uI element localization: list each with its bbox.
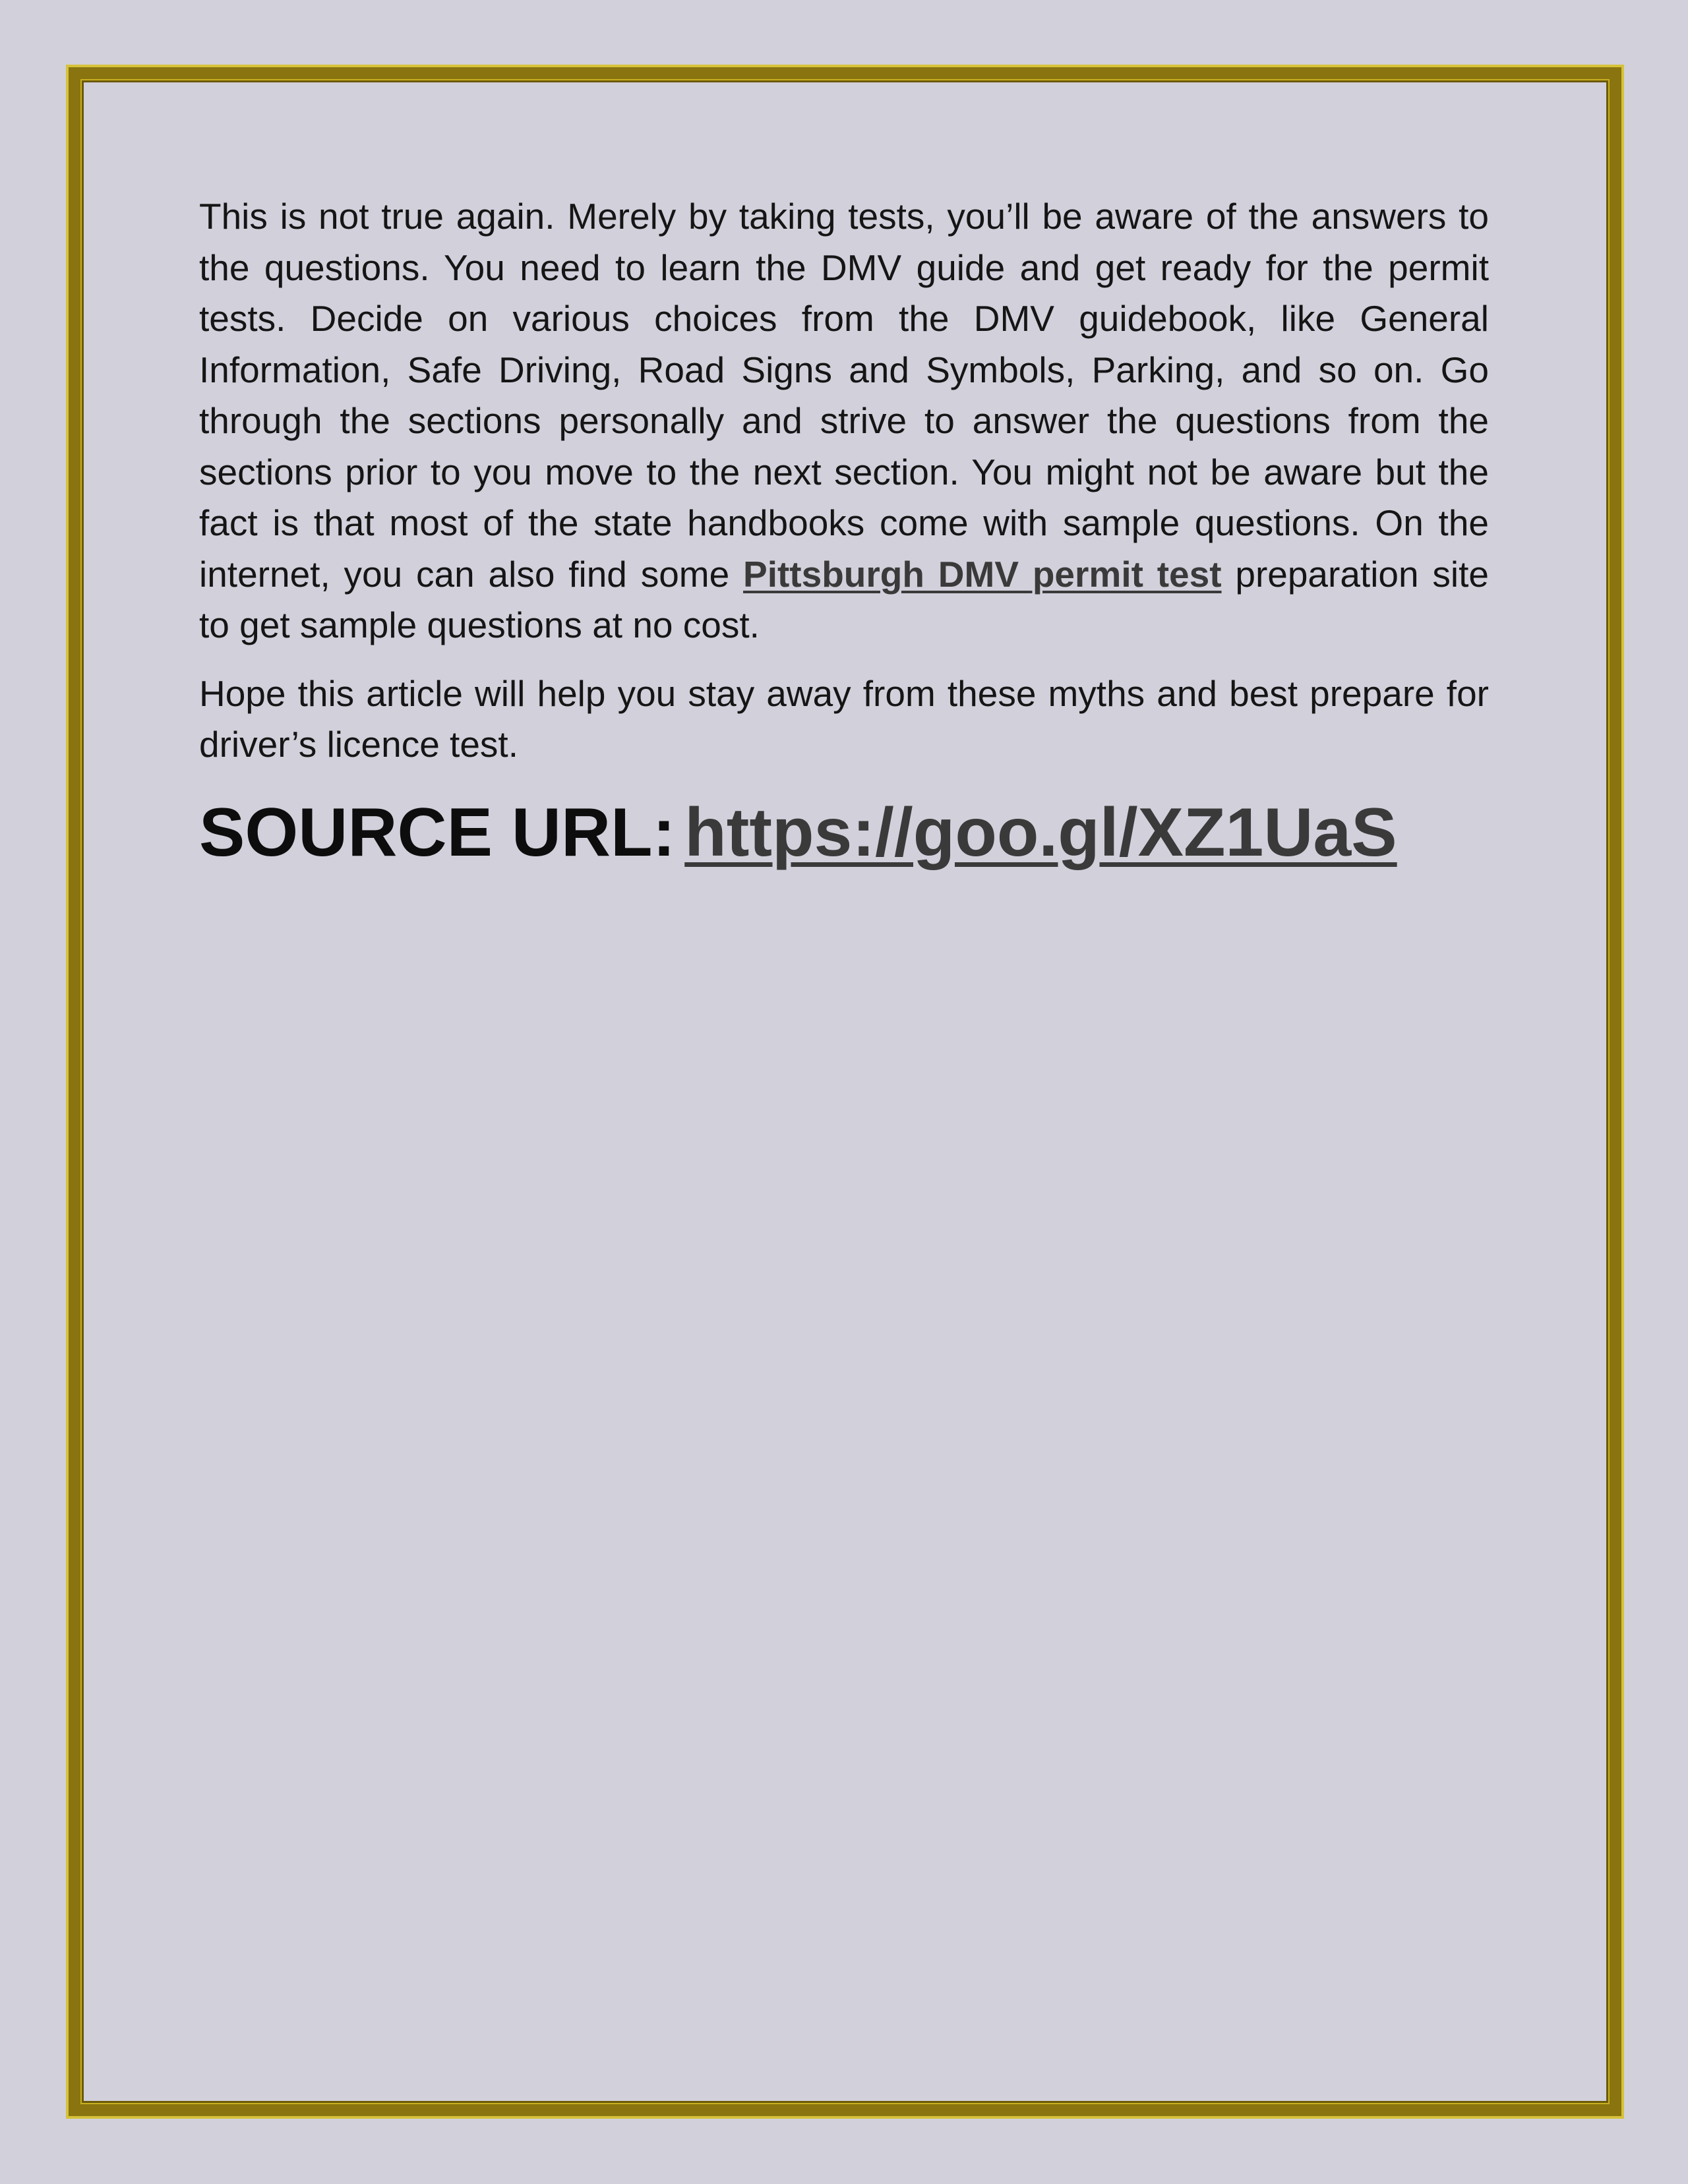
- source-url-link[interactable]: https://goo.gl/XZ1UaS: [684, 794, 1397, 871]
- pittsburgh-dmv-permit-test-link[interactable]: Pittsburgh DMV permit test: [743, 553, 1222, 595]
- paragraph-1-text-before: This is not true again. Merely by taking tests, you’ll be aware of the answers to the questions. You need to learn the DMV guide and get ready for the permit tests. Decide on various choices from the DMV guidebook, like General Information, Safe Driving, Road Signs and Symbols, Parking, and so on. Go through the sections personally and strive to answer the questions from the sections prior to you move to the next section. You might not be aware but the fact is that most of the state handbooks come with sample questions. On the internet, you can also find some: [199, 196, 1489, 595]
- paragraph-2: Hope this article will help you stay away from these myths and best prepare for driver’s licence test.: [199, 672, 1489, 765]
- source-url-line: [199, 793, 1489, 872]
- article-body: [199, 191, 1489, 872]
- source-url-label: SOURCE URL:: [199, 794, 676, 871]
- paragraph-1: [199, 191, 1489, 651]
- paragraph-1-text-after: preparation site to get sample questions at no cost.: [199, 553, 1490, 645]
